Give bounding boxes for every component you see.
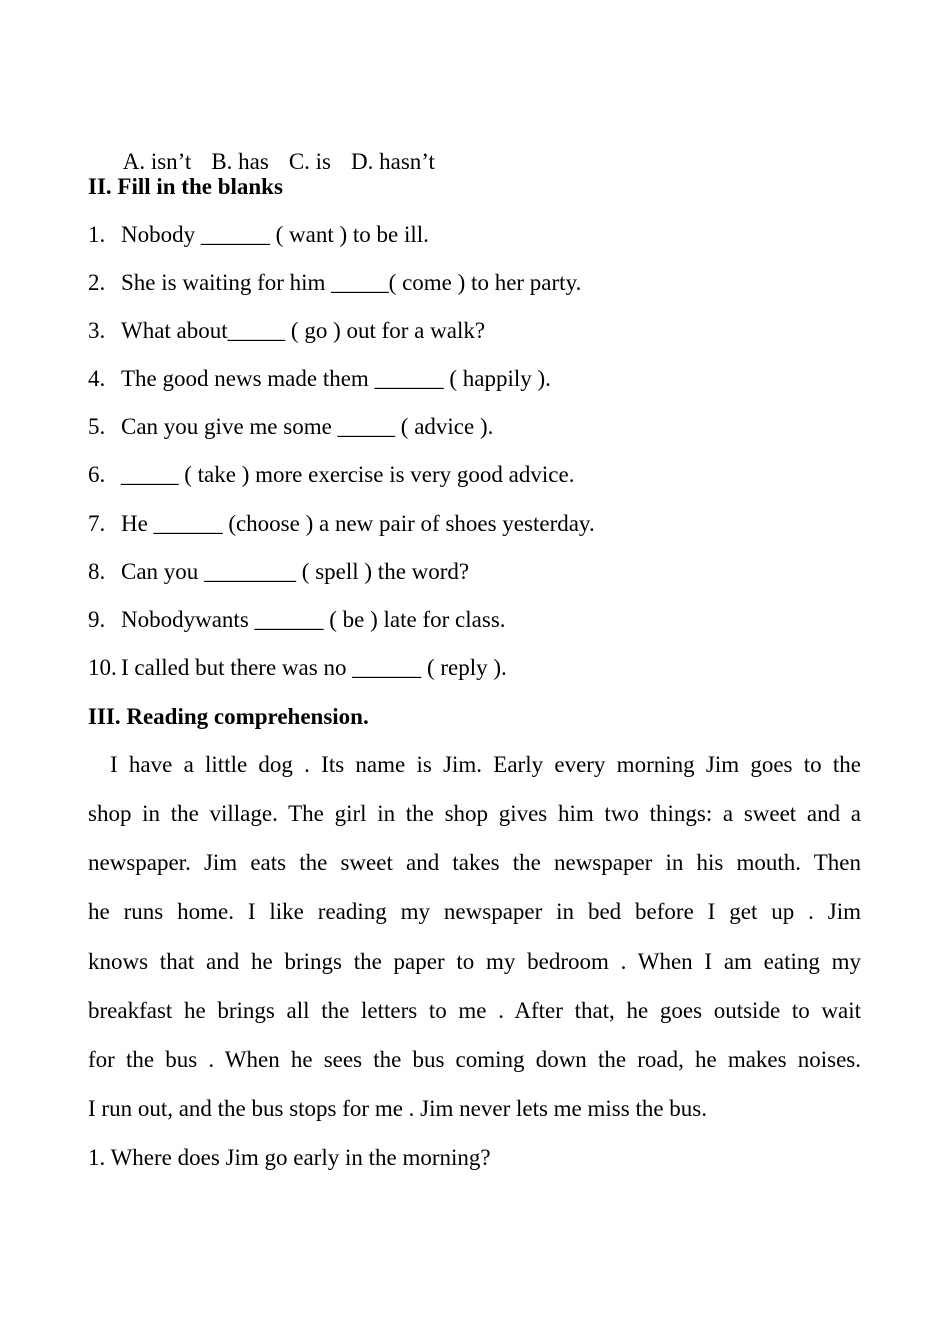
item-number: 2. <box>88 270 106 295</box>
blank-item <box>88 512 595 535</box>
item-text: The good news made them ______ ( happily ). <box>121 366 551 391</box>
blank-item <box>88 463 574 486</box>
item-text: Nobody ______ ( want ) to be ill. <box>121 222 429 247</box>
option-c: C. is <box>288 149 332 174</box>
option-a: A. isn’t <box>122 149 192 174</box>
blank-item <box>88 656 507 679</box>
blank-item <box>88 415 493 438</box>
option-d: D. hasn’t <box>351 149 435 174</box>
blank-item <box>88 367 551 390</box>
item-text: _____ ( take ) more exercise is very good advice. <box>121 462 575 487</box>
passage-line: shop in the village. The girl in the shop gives him two things: a sweet and a <box>88 801 861 826</box>
passage-line: for the bus . When he sees the bus coming down the road, he makes noises. <box>88 1047 861 1072</box>
item-number: 3. <box>88 318 106 343</box>
option-b: B. has <box>211 149 269 174</box>
item-text: She is waiting for him _____( come ) to her party. <box>121 270 582 295</box>
blank-item <box>88 560 469 583</box>
passage-line: I run out, and the bus stops for me . Jim never lets me miss the bus. <box>88 1096 708 1121</box>
item-text: Can you give me some _____ ( advice ). <box>121 414 494 439</box>
item-number: 6. <box>88 462 106 487</box>
passage-line: I have a little dog . Its name is Jim. Early every morning Jim goes to the <box>110 752 861 777</box>
passage-line: knows that and he brings the paper to my bedroom . When I am eating my <box>88 949 861 974</box>
blank-item <box>88 271 581 294</box>
passage-line: he runs home. I like reading my newspaper in bed before I get up . Jim <box>88 899 861 924</box>
blank-item <box>88 608 506 631</box>
item-text: I called but there was no ______ ( reply ). <box>121 655 507 680</box>
item-text: What about_____ ( go ) out for a walk? <box>121 318 486 343</box>
item-number: 7. <box>88 511 106 536</box>
section-heading-reading: III. Reading comprehension. <box>88 704 369 729</box>
item-number: 9. <box>88 607 106 632</box>
blank-item <box>88 223 429 246</box>
item-text: Can you ________ ( spell ) the word? <box>121 559 470 584</box>
item-text: He ______ (choose ) a new pair of shoes yesterday. <box>121 511 595 536</box>
item-number: 8. <box>88 559 106 584</box>
blank-item <box>88 319 485 342</box>
item-text: Nobodywants ______ ( be ) late for class. <box>121 607 506 632</box>
item-number: 4. <box>88 366 106 391</box>
section-heading-fill-blanks: II. Fill in the blanks <box>88 174 283 199</box>
passage-line: newspaper. Jim eats the sweet and takes the newspaper in his mouth. Then <box>88 850 861 875</box>
passage-line: breakfast he brings all the letters to me . After that, he goes outside to wait <box>88 998 861 1023</box>
question-1: 1. Where does Jim go early in the morning? <box>88 1145 491 1170</box>
item-number: 5. <box>88 414 106 439</box>
item-number: 10. <box>88 655 117 680</box>
item-number: 1. <box>88 222 106 247</box>
